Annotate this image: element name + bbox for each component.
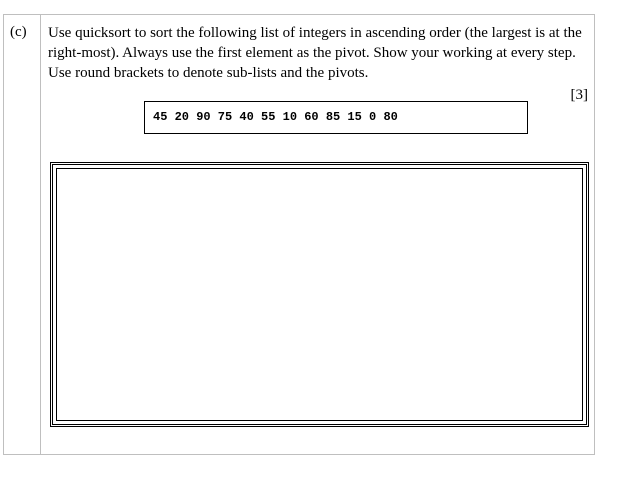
question-label-cell: [4, 15, 41, 454]
question-text: Use quicksort to sort the following list of integers in ascending order (the largest is at the right-most). Always use the first element as the pivot. Show your working at every step. Use round brackets to denote sub-lists and the pivots.: [48, 25, 582, 81]
answer-box[interactable]: [50, 162, 589, 427]
question-table: [3, 14, 595, 455]
integer-list-box: 45 20 90 75 40 55 10 60 85 15 0 80: [144, 101, 528, 134]
part-label: (c): [10, 24, 27, 40]
marks-label: [3]: [570, 87, 588, 103]
question-content-cell: [41, 15, 594, 454]
